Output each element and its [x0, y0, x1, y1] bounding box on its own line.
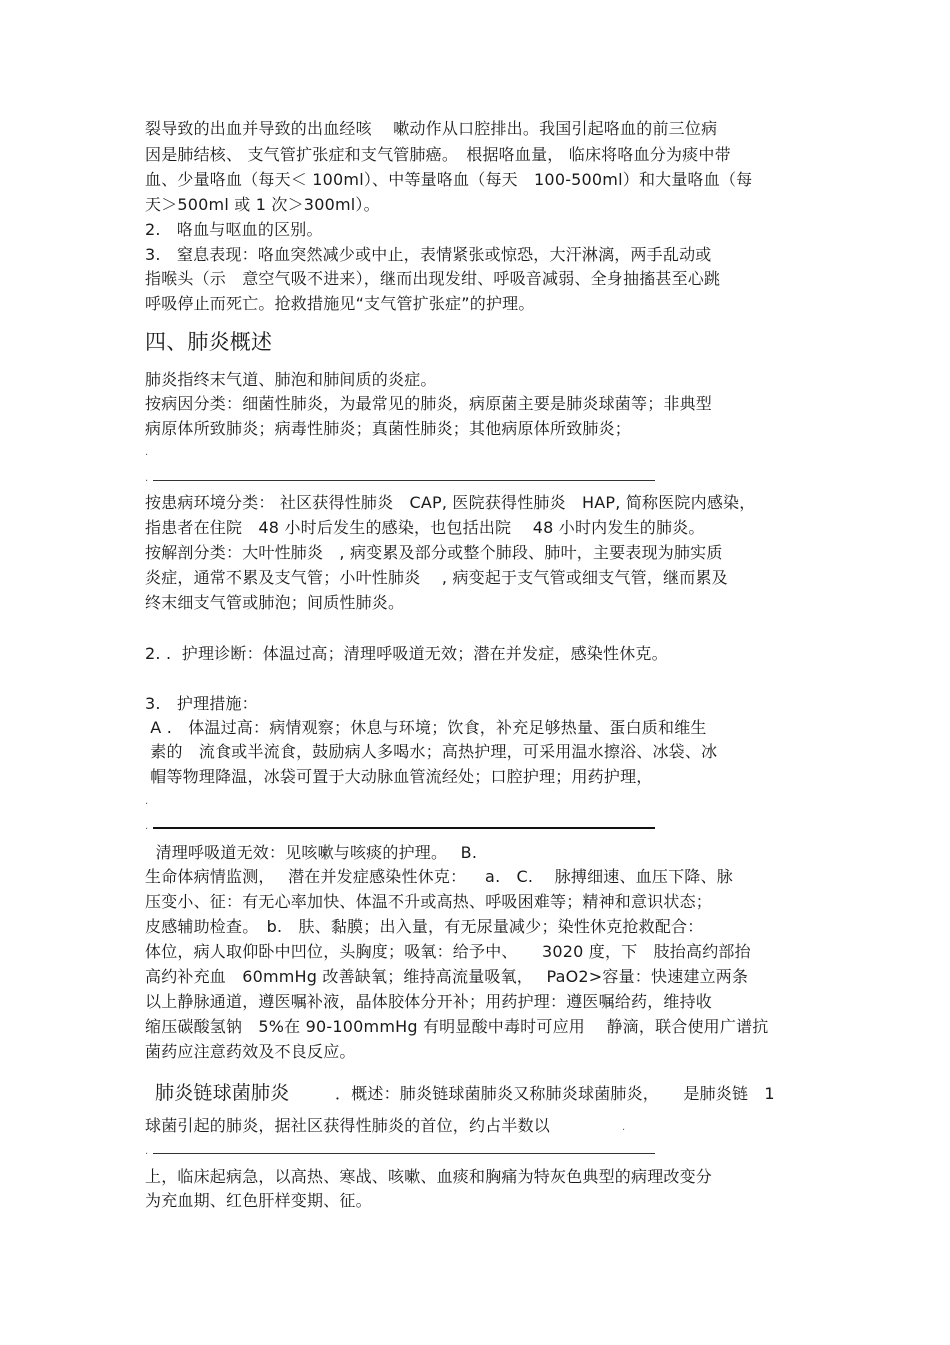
paragraph-line: 肺炎指终末气道、肺泡和肺间质的炎症。 [145, 370, 437, 389]
paragraph-line: 素的 流食或半流食，鼓励病人多喝水；高热护理，可采用温水擦浴、冰袋、冰 [145, 742, 718, 761]
paragraph-line: 裂导致的出血并导致的出血经咳 嗽动作从口腔排出。我国引起咯血的前三位病 [145, 119, 718, 138]
paragraph-line: ．概述：肺炎链球菌肺炎又称肺炎球菌肺炎， 是肺炎链 1 [335, 1084, 775, 1103]
paragraph-line: 为充血期、红色肝样变期、征。 [145, 1191, 372, 1210]
paragraph-line: 以上静脉通道，遵医嘱补液，晶体胶体分开补；用药护理：遵医嘱给药，维持收 [145, 992, 713, 1011]
paragraph-line: 炎症，通常不累及支气管；小叶性肺炎 , 病变起于支气管或细支气管，继而累及 [145, 568, 728, 587]
paragraph-line: 上，临床起病急，以高热、寒战、咳嗽、血痰和胸痛为特灰色典型的病理改变分 [145, 1167, 713, 1186]
paragraph-line: 按患病环境分类： 社区获得性肺炎 CAP, 医院获得性肺炎 HAP, 简称医院内感染， [145, 493, 756, 512]
paragraph-line: 终末细支气管或肺泡；间质性肺炎。 [145, 593, 405, 612]
paragraph-line: 因是肺结核、 支气管扩张症和支气管肺癌。 根据咯血量， 临床将咯血分为痰中带 [145, 145, 731, 164]
paragraph-line: 体位，病人取仰卧中凹位，头胸度；吸氧：给予中、 3020 度，下 肢抬高约部抬 [145, 942, 751, 961]
divider [153, 480, 655, 481]
section-heading: 四、肺炎概述 [145, 330, 273, 354]
paragraph-line: 按病因分类：细菌性肺炎，为最常见的肺炎，病原菌主要是肺炎球菌等；非典型 [145, 394, 713, 413]
page-mark: . [145, 1146, 149, 1157]
divider [153, 827, 655, 829]
paragraph-line: 病原体所致肺炎；病毒性肺炎；真菌性肺炎；其他病原体所致肺炎； [145, 419, 632, 438]
paragraph-line: 3. 护理措施： [145, 694, 258, 713]
section-heading: 肺炎链球菌肺炎 [155, 1082, 290, 1104]
paragraph-line: 菌药应注意药效及不良反应。 [145, 1042, 356, 1061]
paragraph-line: 球菌引起的肺炎，据社区获得性肺炎的首位，约占半数以 [145, 1116, 551, 1135]
paragraph-line: 皮感辅助检查。 b. 肤、黏膜；出入量，有无尿量减少；染性休克抢救配合： [145, 917, 704, 936]
paragraph-line: 指患者在住院 48 小时后发生的感染，也包括出院 48 小时内发生的肺炎。 [145, 518, 705, 537]
paragraph-line: 2. . 护理诊断：体温过高；清理呼吸道无效；潜在并发症，感染性休克。 [145, 644, 668, 663]
paragraph-line: 呼吸停止而死亡。抢救措施见“支气管扩张症”的护理。 [145, 294, 535, 313]
paragraph-line: 缩压碳酸氢钠 5%在 90-100mmHg 有明显酸中毒时可应用 静滴，联合使用广谱抗 [145, 1017, 769, 1036]
paragraph-line: A . 体温过高：病情观察；休息与环境；饮食，补充足够热量、蛋白质和维生 [145, 718, 707, 737]
page-mark: . [145, 821, 149, 832]
paragraph-line: 天＞500ml 或 1 次＞300ml）。 [145, 195, 380, 214]
paragraph-line: 高约补充血 60mmHg 改善缺氧；维持高流量吸氧， PaO2>容量：快速建立两条 [145, 967, 749, 986]
page-mark: . [622, 1122, 626, 1133]
paragraph-line: 血、少量咯血（每天＜ 100ml）、中等量咯血（每天 100-500ml）和大量咯血（每 [145, 170, 753, 189]
paragraph-line: 帽等物理降温，冰袋可置于大动脉血管流经处；口腔护理；用药护理， [145, 767, 653, 786]
paragraph-line: 压变小、征：有无心率加快、体温不升或高热、呼吸困难等；精神和意识状态； [145, 892, 713, 911]
page-mark: . [145, 447, 149, 458]
paragraph-line: 按解剖分类：大叶性肺炎 , 病变累及部分或整个肺段、肺叶，主要表现为肺实质 [145, 543, 723, 562]
page-mark: . [145, 473, 149, 484]
paragraph-line: 2. 咯血与呕血的区别。 [145, 220, 323, 239]
paragraph-line: 清理呼吸道无效：见咳嗽与咳痰的护理。 B. [145, 843, 478, 862]
divider [153, 1153, 655, 1154]
paragraph-line: 3. 窒息表现：咯血突然减少或中止，表情紧张或惊恐，大汗淋漓，两手乱动或 [145, 245, 712, 264]
paragraph-line: 生命体病情监测， 潜在并发症感染性休克： a. C. 脉搏细速、血压下降、脉 [145, 867, 733, 886]
page-mark: . [145, 796, 149, 807]
paragraph-line: 指喉头（示 意空气吸不进来），继而出现发绀、呼吸音减弱、全身抽搐甚至心跳 [145, 269, 721, 288]
